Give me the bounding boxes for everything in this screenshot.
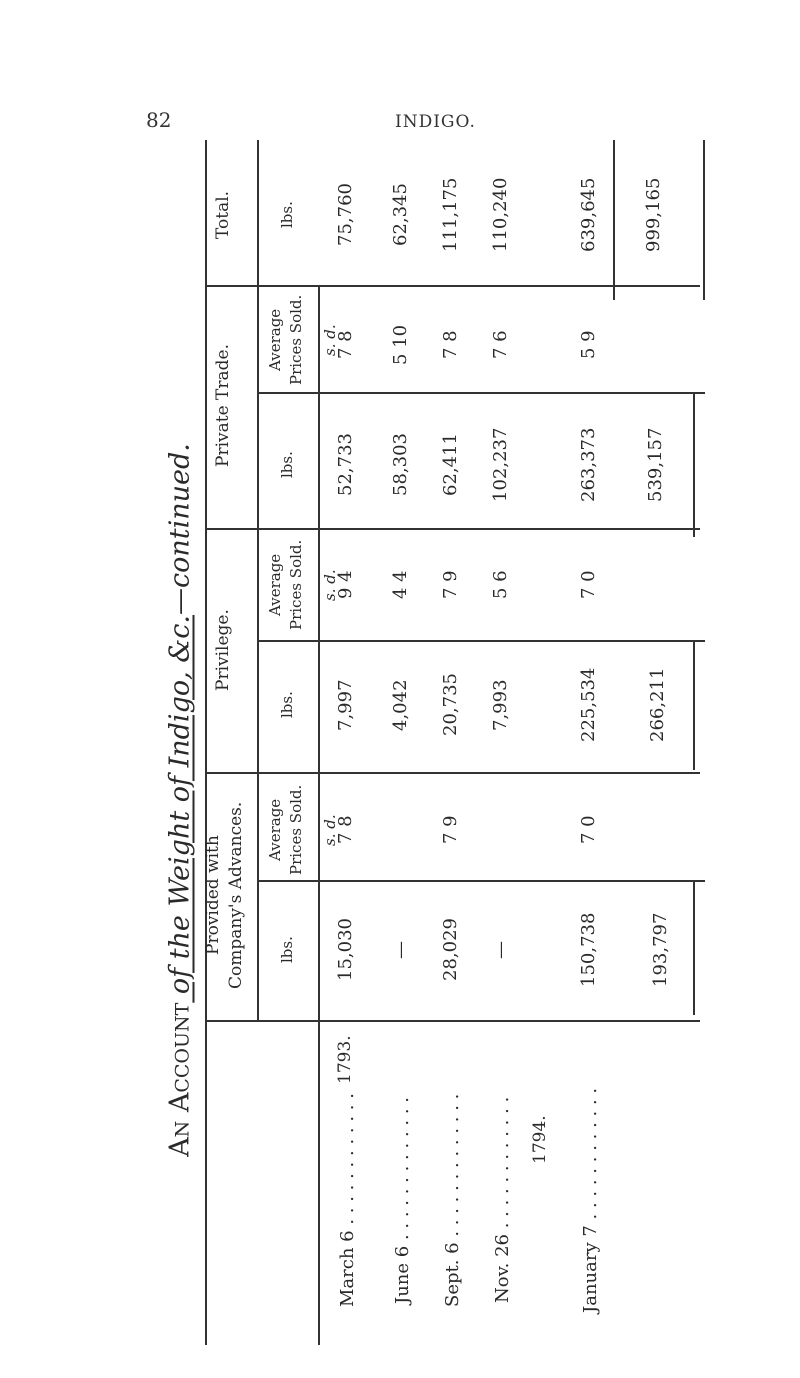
row-1-priv-lbs: 4,042	[389, 679, 411, 731]
subhead-pt-avg-2: Prices Sold.	[287, 294, 305, 386]
row-1-date: June 6 . . . . . . . . . . . . .	[391, 1096, 413, 1304]
row-0-pt-price: 7 8	[334, 330, 356, 360]
row-3-date: Nov. 26 . . . . . . . . . . . .	[491, 1096, 513, 1304]
running-head: INDIGO.	[395, 112, 476, 132]
rule-pt-split	[257, 392, 705, 394]
rule-subheads	[318, 285, 320, 1345]
title-lead: An Account	[164, 1002, 196, 1157]
rule-total-private	[205, 285, 700, 287]
year-1793: 1793.	[335, 1035, 355, 1085]
row-1-pt-lbs: 58,303	[389, 433, 411, 497]
row-4-comp-lbs: 150,738	[577, 912, 599, 988]
row-2-pt-lbs: 62,411	[439, 433, 461, 497]
page-number: 82	[146, 108, 172, 132]
row-4-date: January 7 . . . . . . . . . . . .	[579, 1087, 601, 1313]
pt-sum: 539,157	[644, 427, 666, 503]
group-total: Total.	[213, 190, 233, 240]
row-0-priv-lbs: 7,997	[334, 679, 356, 731]
row-2-priv-price: 7 9	[439, 570, 461, 600]
subhead-comp-lbs: lbs.	[278, 936, 296, 964]
subhead-priv-lbs: lbs.	[278, 691, 296, 719]
total-sum: 999,165	[642, 177, 664, 253]
row-4-priv-lbs: 225,534	[577, 667, 599, 743]
priv-sum: 266,211	[646, 667, 668, 743]
row-0-comp-lbs: 15,030	[334, 918, 356, 982]
row-0-pt-lbs: 52,733	[334, 433, 356, 497]
subhead-pt-avg-1: Average	[266, 308, 284, 372]
row-4-total: 639,645	[577, 177, 599, 253]
rule-priv-split	[257, 640, 705, 642]
row-2-priv-lbs: 20,735	[439, 673, 461, 737]
row-3-pt-price: 7 6	[489, 330, 511, 360]
group-private-trade: Private Trade.	[213, 344, 233, 468]
rule-private-privilege	[205, 528, 700, 530]
rule-priv-sum	[693, 640, 695, 770]
row-3-priv-lbs: 7,993	[489, 679, 511, 731]
row-2-comp-lbs: 28,029	[439, 918, 461, 982]
row-3-comp-dash: —	[489, 941, 511, 959]
rule-right-total	[703, 140, 705, 300]
subhead-priv-avg-1: Average	[266, 553, 284, 617]
subhead-comp-avg-1: Average	[266, 798, 284, 862]
row-0-date: March 6 . . . . . . . . . . . .	[336, 1093, 358, 1307]
subhead-pt-sd: s. d.	[321, 324, 339, 356]
rule-company-dates	[205, 1020, 700, 1022]
row-2-date: Sept. 6 . . . . . . . . . . . . .	[441, 1093, 463, 1307]
row-3-priv-price: 5 6	[489, 570, 511, 600]
rule-privilege-company	[205, 772, 700, 774]
row-1-total: 62,345	[389, 183, 411, 247]
subhead-comp-sd: s. d.	[321, 814, 339, 846]
rule-pt-sum	[693, 392, 695, 537]
group-company-line2: Company's Advances.	[226, 801, 246, 989]
title-suffix: —continued.	[164, 443, 196, 615]
row-1-priv-price: 4 4	[389, 570, 411, 600]
subhead-priv-avg-2: Prices Sold.	[287, 539, 305, 631]
row-4-pt-price: 5 9	[577, 330, 599, 360]
row-3-total: 110,240	[489, 177, 511, 253]
row-2-comp-price: 7 9	[439, 815, 461, 845]
subhead-pt-lbs: lbs.	[278, 451, 296, 479]
row-3-pt-lbs: 102,237	[489, 427, 511, 503]
row-4-comp-price: 7 0	[577, 815, 599, 845]
row-0-comp-price: 7 8	[334, 815, 356, 845]
title-rest: of the Weight of Indigo, &c.	[164, 614, 196, 1003]
rule-group-heads	[257, 140, 259, 1020]
group-company-line1: Provided with	[203, 835, 223, 955]
row-0-priv-price: 9 4	[334, 570, 356, 600]
rule-comp-sum	[693, 880, 695, 1015]
row-1-comp-dash: —	[389, 941, 411, 959]
row-2-total: 111,175	[439, 177, 461, 253]
subhead-comp-avg-2: Prices Sold.	[287, 784, 305, 876]
comp-sum: 193,797	[649, 912, 671, 988]
row-2-pt-price: 7 8	[439, 330, 461, 360]
rule-comp-split	[257, 880, 705, 882]
row-0-total: 75,760	[334, 183, 356, 247]
group-privilege: Privilege.	[213, 609, 233, 691]
subhead-priv-sd: s. d.	[321, 569, 339, 601]
row-4-pt-lbs: 263,373	[577, 427, 599, 503]
year-1794: 1794.	[530, 1115, 550, 1165]
rule-left	[205, 140, 207, 1345]
rule-total-sum	[613, 140, 615, 300]
subhead-total-lbs: lbs.	[278, 201, 296, 229]
indigo-table	[200, 140, 760, 1340]
row-1-pt-price: 5 10	[389, 324, 411, 366]
row-4-priv-price: 7 0	[577, 570, 599, 600]
